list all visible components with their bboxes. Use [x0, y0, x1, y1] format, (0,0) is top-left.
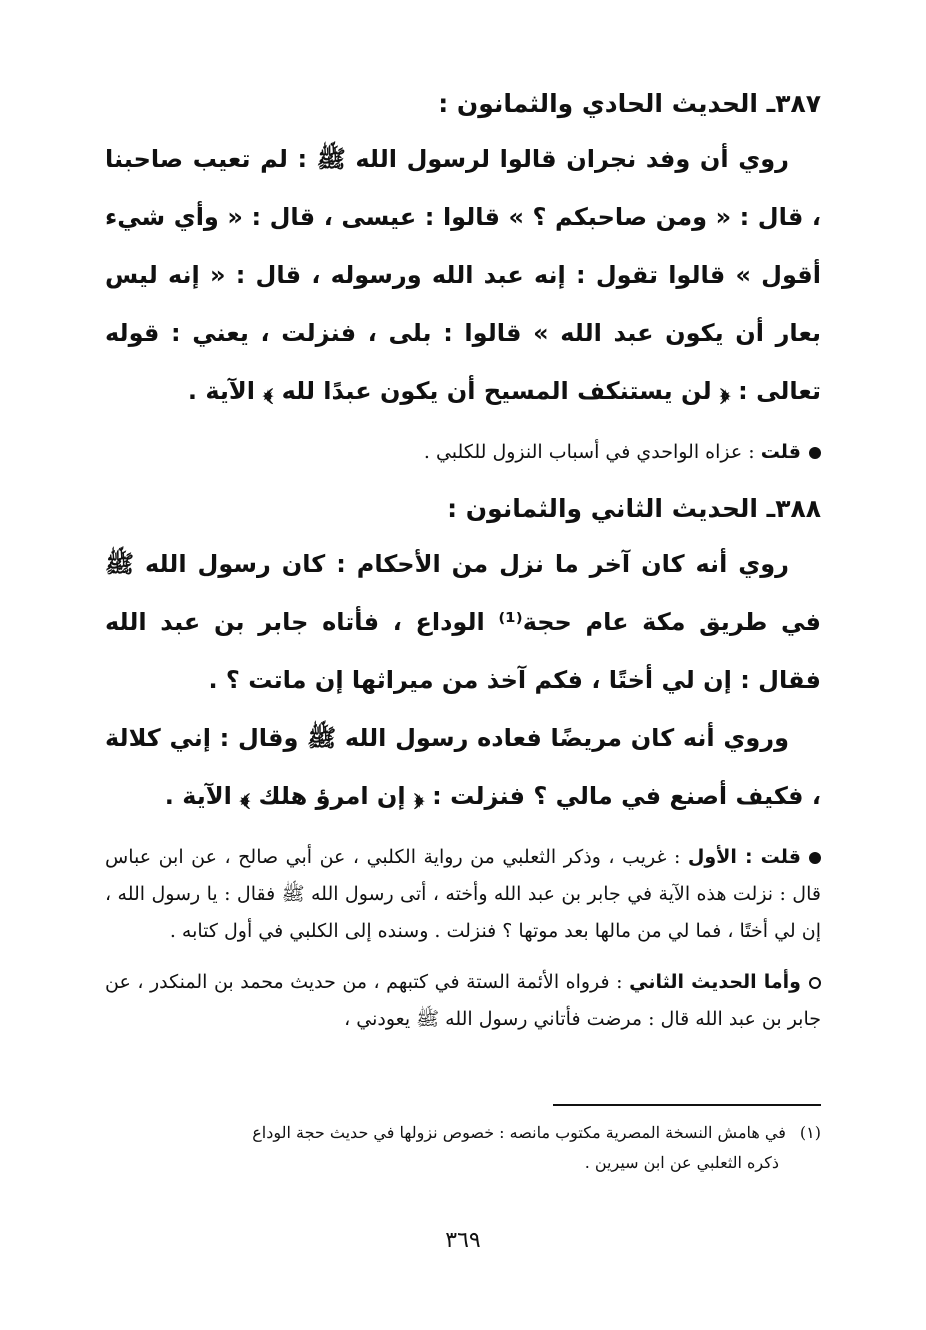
hadith-388-second-note	[105, 964, 821, 1038]
footnote	[105, 1118, 821, 1178]
hadith-387	[105, 78, 821, 471]
hadith-388-note	[105, 839, 821, 950]
hadith-388-text-2: وروي أنه كان مريضًا فعاده رسول الله ﷺ وقال : إني كلالة ، فكيف أصنع في مالي ؟ فنزلت : ﴿ إن امرؤ هلك ﴾ الآية .	[105, 724, 821, 810]
footnote-line-2: ذكره الثعلبي عن ابن سيرين .	[584, 1153, 779, 1172]
note-text: : غريب ، وذكر الثعلبي من رواية الكلبي ، عن أبي صالح ، عن ابن عباس قال : نزلت هذه الآية في جابر بن عبد الله وأخته ، أتى رسول الله ﷺ فقال : يا رسول الله ، إن لي أختًا ، فما لي من مالها بعد موتها ؟ فنزلت . وسنده إلى الكلبي في أول كتابه .	[105, 846, 821, 942]
hadith-387-note	[105, 434, 821, 471]
hadith-388-heading: ٣٨٨ـ الحديث الثاني والثمانون :	[447, 494, 821, 523]
footnote-line-1: في هامش النسخة المصرية مكتوب مانصه : خصوص نزولها في حديث حجة الوداع	[252, 1123, 786, 1142]
note-lead: قلت	[760, 441, 801, 463]
note-text: : عزاه الواحدي في أسباب النزول للكلبي .	[423, 441, 755, 463]
hadith-387-heading: ٣٨٧ـ الحديث الحادي والثمانون :	[438, 89, 821, 118]
hadith-388-text-1: روي أنه كان آخر ما نزل من الأحكام : كان رسول الله ﷺ في طريق مكة عام حجة⁽¹⁾ الوداع ، فأتاه جابر بن عبد الله فقال : إن لي أختًا ، فكم آخذ من ميراثها إن ماتت ؟ .	[105, 550, 822, 694]
page-content	[105, 78, 821, 1050]
bullet-dot-icon	[809, 447, 821, 459]
hadith-387-text: روي أن وفد نجران قالوا لرسول الله ﷺ : لم تعيب صاحبنا ، قال : « ومن صاحبكم ؟ » قالوا : عيسى ، قال : « وأي شيء أقول » قالوا تقول : إنه عبد الله ورسوله ، قال : « إنه ليس بعار أن يكون عبد الله » قالوا : بلى ، فنزلت ، يعني : قوله تعالى : ﴿ لن يستنكف المسيح أن يكون عبدًا لله ﴾ الآية .	[105, 145, 821, 405]
bullet-ring-icon	[809, 977, 821, 989]
footnote-marker: (١)	[799, 1123, 821, 1142]
note-lead: قلت : الأول	[687, 846, 801, 868]
hadith-388	[105, 483, 821, 1038]
page-number: ٣٦٩	[445, 1228, 481, 1253]
second-note-lead: وأما الحديث الثاني	[629, 971, 801, 993]
bullet-dot-icon	[809, 852, 821, 864]
second-note-text: : فرواه الأئمة الستة في كتبهم ، من حديث محمد بن المنكدر ، عن جابر بن عبد الله قال : مرضت فأتاني رسول الله ﷺ يعودني ،	[105, 971, 821, 1030]
footnote-divider	[553, 1104, 821, 1106]
